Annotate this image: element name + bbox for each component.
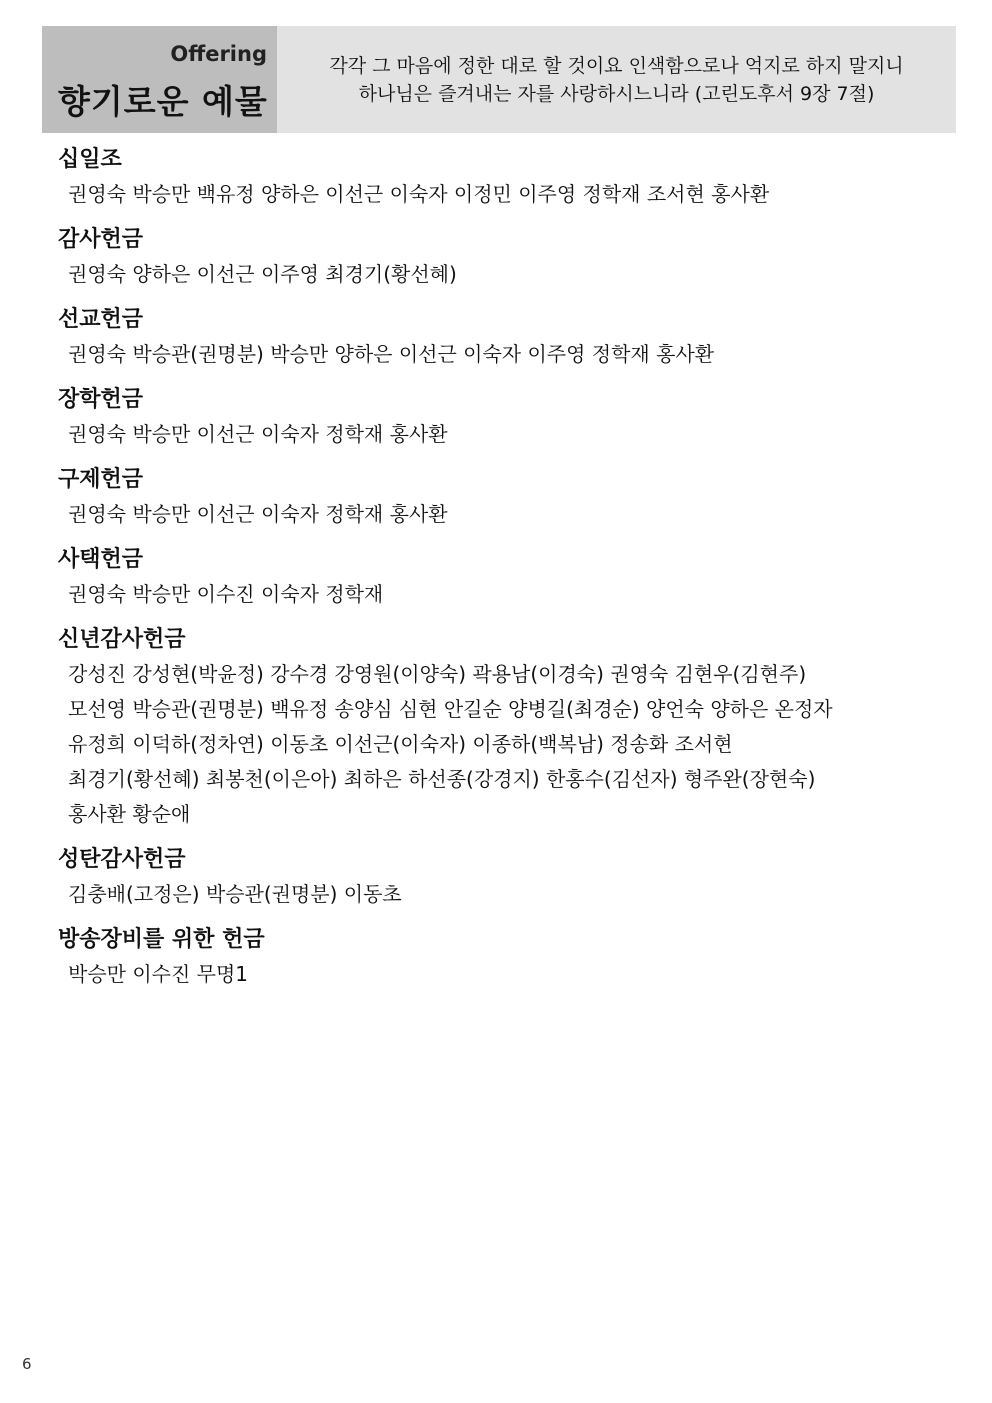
- donor-names: 권영숙 박승관(권명분) 박승만 양하은 이선근 이숙자 이주영 정학재 홍사환: [68, 342, 715, 366]
- category-title: 신년감사헌금: [58, 627, 186, 652]
- category-title: 방송장비를 위한 헌금: [58, 927, 265, 952]
- title-box: [42, 26, 277, 133]
- offering-header: [42, 26, 956, 133]
- category-title: 구제헌금: [58, 467, 144, 492]
- offering-category: [58, 923, 958, 992]
- donor-names: 김충배(고정은) 박승관(권명분) 이동초: [68, 882, 402, 906]
- donor-names: 박승만 이수진 무명1: [68, 962, 248, 986]
- section-title: 향기로운 예물: [58, 82, 268, 121]
- page-number: 6: [22, 1355, 32, 1373]
- offering-category: [58, 543, 958, 612]
- donor-names: 권영숙 박승만 이선근 이숙자 정학재 홍사환: [68, 422, 448, 446]
- category-title: 십일조: [58, 147, 122, 172]
- offering-category: [58, 143, 958, 212]
- offering-category: [58, 463, 958, 532]
- offering-list: [58, 143, 958, 1003]
- offering-category: [58, 843, 958, 912]
- verse-line: 각각 그 마음에 정한 대로 할 것이요 인색함으로나 억지로 하지 말지니: [329, 54, 904, 77]
- offering-category: [58, 223, 958, 292]
- offering-category: [58, 303, 958, 372]
- donor-names: 유정희 이덕하(정차연) 이동초 이선근(이숙자) 이종하(백복남) 정송화 조서현: [68, 732, 733, 756]
- donor-names: 권영숙 박승만 이수진 이숙자 정학재: [68, 582, 384, 606]
- donor-names: 권영숙 박승만 백유정 양하은 이선근 이숙자 이정민 이주영 정학재 조서현 홍사환: [68, 182, 770, 206]
- category-title: 장학헌금: [58, 387, 144, 412]
- donor-names: 강성진 강성현(박윤정) 강수경 강영원(이양숙) 곽용남(이경숙) 권영숙 김현우(김현주): [68, 662, 807, 686]
- donor-names: 모선영 박승관(권명분) 백유정 송양심 심현 안길순 양병길(최경순) 양언숙 양하은 온정자: [68, 697, 833, 721]
- donor-names: 홍사환 황순애: [68, 802, 191, 826]
- donor-names: 권영숙 박승만 이선근 이숙자 정학재 홍사환: [68, 502, 448, 526]
- section-subtitle: Offering: [170, 42, 267, 66]
- verse-line: 하나님은 즐겨내는 자를 사랑하시느니라 (고린도후서 9장 7절): [358, 82, 875, 105]
- scripture-verse: [277, 26, 956, 133]
- category-title: 선교헌금: [58, 307, 144, 332]
- category-title: 사택헌금: [58, 547, 144, 572]
- offering-category: [58, 383, 958, 452]
- donor-names: 최경기(황선혜) 최봉천(이은아) 최하은 하선종(강경지) 한홍수(김선자) 형주완(장현숙): [68, 767, 816, 791]
- category-title: 성탄감사헌금: [58, 847, 186, 872]
- offering-category: [58, 623, 958, 832]
- category-title: 감사헌금: [58, 227, 144, 252]
- donor-names: 권영숙 양하은 이선근 이주영 최경기(황선혜): [68, 262, 457, 286]
